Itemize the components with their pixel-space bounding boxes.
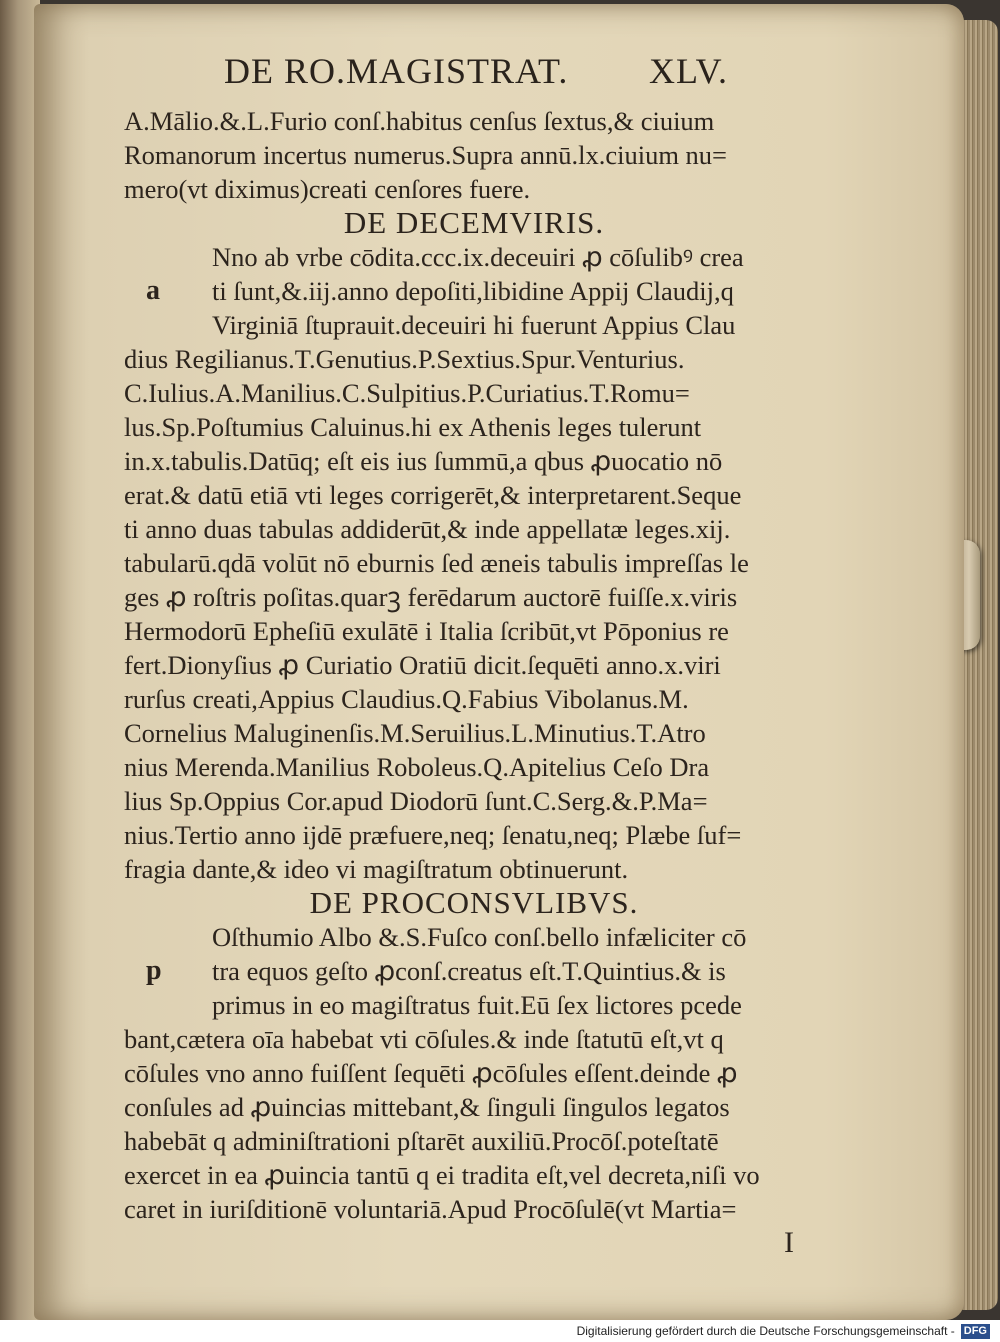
section2-line: bant,cætera oīa habebat vti cōſules.& inde ſtatutū eſt,vt q (124, 1024, 724, 1054)
section1-line: fragia dante,& ideo vi magiſtratum obtinuerunt. (124, 854, 629, 884)
section1-line: dius Regilianus.T.Genutius.P.Sextius.Spur.Venturius. (124, 344, 685, 374)
top-line: Romanorum incertus numerus.Supra annū.lx.ciuium nu= (124, 140, 728, 170)
page-block-edges (958, 20, 998, 1310)
section1-line: Cornelius Maluginenſis.M.Seruilius.L.Minutius.T.Atro (124, 718, 706, 748)
section-title-proconsulibus: DE PROCONSVLIBVS. (309, 885, 639, 920)
section2-line: tra equos geſto ꝓconſ.creatus eſt.T.Quintius.& is (212, 956, 726, 986)
section2-line: cōſules vno anno fuiſſent ſequēti ꝓcōſules eſſent.deinde ꝓ (124, 1058, 738, 1088)
section2-line: conſules ad ꝓuincias mittebant,& ſinguli ſingulos legatos (124, 1092, 730, 1122)
section1-line: lius Sp.Oppius Cor.apud Diodorū ſunt.C.Serg.&.P.Ma= (124, 786, 708, 816)
section1-line: fert.Dionyſius ꝓ Curiatio Oratiū dicit.ſequēti anno.x.viri (124, 650, 721, 680)
section1-line: lus.Sp.Poſtumius Caluinus.hi ex Athenis leges tulerunt (124, 412, 702, 442)
top-line: A.Mālio.&.L.Furio conſ.habitus cenſus ſextus,& ciuium (124, 106, 715, 136)
section2-initial-guide: p (146, 955, 162, 986)
section1-line: ti ſunt,&.iij.anno depoſiti,libidine Appij Claudij,q (212, 276, 734, 306)
section1-line: nius Merenda.Manilius Roboleus.Q.Apitelius Ceſo Dra (124, 752, 710, 782)
book-page (34, 4, 964, 1320)
section1-line: in.x.tabulis.Datūq; eſt eis ius ſummū,a qbus ꝓuocatio nō (124, 446, 723, 476)
section1-initial-guide: a (146, 275, 160, 306)
section2-line: Oſthumio Albo &.S.Fuſco conſ.bello infæliciter cō (212, 922, 747, 952)
section1-line: tabularū.qdā volūt nō eburnis ſed æneis tabulis impreſſas le (124, 548, 749, 578)
section1-line: rurſus creati,Appius Claudius.Q.Fabius Vibolanus.M. (124, 684, 689, 714)
section2-line: exercet in ea ꝓuincia tantū q ei tradita eſt,vel decreta,niſi vo (124, 1160, 760, 1190)
running-header (224, 50, 728, 92)
running-title: DE RO.MAGISTRAT. (224, 51, 569, 91)
section1-line: Hermodorū Epheſiū exulātē i Italia ſcribūt,vt Pōponius re (124, 616, 729, 646)
section2-line: caret in iuriſditionē voluntariā.Apud Procōſulē(vt Martia= (124, 1194, 737, 1224)
section1-line: nius.Tertio anno ijdē præfuere,neq; ſenatu,neq; Plæbe ſuf= (124, 820, 742, 850)
section-title-decemviri: DE DECEMVIRIS. (343, 205, 605, 240)
section1-line: C.Iulius.A.Manilius.C.Sulpitius.P.Curiatius.T.Romu= (124, 378, 690, 408)
digitization-credit-bar (0, 1320, 1000, 1342)
top-line: mero(vt diximus)creati cenſores fuere. (124, 174, 531, 204)
section1-line: ti anno duas tabulas addiderūt,& inde appellatæ leges.xij. (124, 514, 731, 544)
dfg-logo: DFG (961, 1324, 990, 1339)
section2-line: habebāt q adminiſtrationi pſtarēt auxiliū.Procōſ.poteſtatē (124, 1126, 719, 1156)
catchword: I (784, 1226, 794, 1259)
section1-line: erat.& datū etiā vti leges corrigerēt,& interpretarent.Seque (124, 480, 742, 510)
folio-number: XLV. (648, 51, 728, 91)
section1-line: Nno ab vrbe cōdita.ccc.ix.deceuiri ꝓ cōſulibꝰ crea (212, 242, 744, 272)
section1-line: ges ꝓ roſtris poſitas.quarꝫ ferēdarum auctorē fuiſſe.x.viris (124, 582, 738, 612)
section2-line: primus in eo magiſtratus fuit.Eū ſex lictores pcede (212, 990, 742, 1020)
credit-text: Digitalisierung gefördert durch die Deutsche Forschungsgemeinschaft - (576, 1324, 955, 1338)
main-text (124, 104, 824, 1260)
section1-line: Virginiā ſtuprauit.deceuiri hi fuerunt Appius Clau (212, 310, 736, 340)
